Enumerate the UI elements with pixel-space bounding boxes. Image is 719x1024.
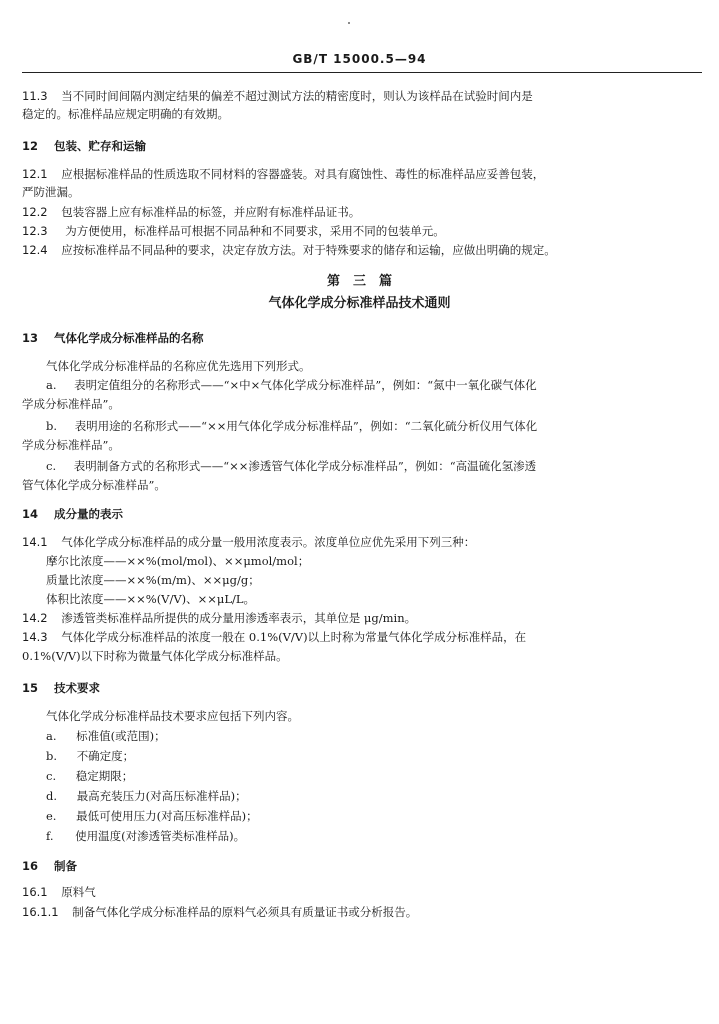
item-label: c. bbox=[46, 459, 57, 473]
item-label: d. bbox=[46, 789, 58, 803]
clause-number: 12.4 bbox=[22, 243, 48, 257]
clause-number: 12.3 bbox=[22, 224, 48, 238]
clause-14-3-line2: 0.1%(V/V)以下时称为微量气体化学成分标准样品。 bbox=[22, 649, 288, 663]
section-13-heading bbox=[22, 330, 204, 346]
clause-text: 气体化学成分标准样品的浓度一般在 0.1%(V/V)以上时称为常量气体化学成分标准样品，在 bbox=[61, 630, 527, 644]
section-13-intro: 气体化学成分标准样品的名称应优先选用下列形式。 bbox=[46, 359, 311, 373]
clause-text: 应根据标准样品的性质选取不同材料的容器盛装。对具有腐蚀性、毒性的标准样品应妥善包装， bbox=[61, 167, 545, 181]
list-item bbox=[46, 828, 245, 844]
unit-molar: 摩尔比浓度——××%(mol/mol)、××μmol/mol； bbox=[46, 554, 310, 568]
item-13-c-line1 bbox=[46, 458, 536, 474]
clause-11-3-line1 bbox=[22, 88, 533, 104]
list-item bbox=[46, 748, 134, 764]
item-label: e. bbox=[46, 809, 57, 823]
item-text: 最高充装压力(对高压标准样品)； bbox=[76, 789, 247, 803]
clause-text: 当不同时间间隔内测定结果的偏差不超过测试方法的精密度时，则认为该样品在试验时间内是 bbox=[61, 89, 533, 103]
clause-12-2 bbox=[22, 204, 360, 220]
clause-14-3-line1 bbox=[22, 629, 526, 645]
clause-12-1-line2: 严防泄漏。 bbox=[22, 185, 80, 199]
clause-14-2 bbox=[22, 610, 416, 626]
clause-12-3 bbox=[22, 223, 445, 239]
clause-text: 渗透管类标准样品所提供的成分量用渗透率表示，其单位是 μg/min。 bbox=[61, 611, 417, 625]
section-number: 15 bbox=[22, 681, 39, 695]
clause-number: 12.1 bbox=[22, 167, 48, 181]
item-label: b. bbox=[46, 419, 58, 433]
clause-text: 气体化学成分标准样品的成分量一般用浓度表示。浓度单位应优先采用下列三种： bbox=[61, 535, 476, 549]
section-15-heading bbox=[22, 680, 100, 696]
clause-16-1-1 bbox=[22, 904, 417, 920]
section-12-heading bbox=[22, 138, 146, 154]
list-item bbox=[46, 728, 166, 744]
clause-number: 14.2 bbox=[22, 611, 48, 625]
section-number: 14 bbox=[22, 507, 39, 521]
clause-text: 制备气体化学成分标准样品的原料气必须具有质量证书或分析报告。 bbox=[72, 905, 418, 919]
item-text: 最低可使用压力(对高压标准样品)； bbox=[76, 809, 258, 823]
clause-text: 原料气 bbox=[61, 885, 96, 899]
item-label: b. bbox=[46, 749, 58, 763]
item-text: 不确定度； bbox=[76, 749, 135, 763]
section-title: 气体化学成分标准样品的名称 bbox=[54, 331, 204, 345]
part-subtitle: 气体化学成分标准样品技术通则 bbox=[268, 296, 451, 311]
section-number: 13 bbox=[22, 331, 39, 345]
item-label: c. bbox=[46, 769, 57, 783]
part-title: 第 三 篇 bbox=[326, 274, 392, 289]
item-label: f. bbox=[46, 829, 54, 843]
clause-12-1-line1 bbox=[22, 166, 544, 182]
item-label: a. bbox=[46, 729, 57, 743]
unit-volume: 体积比浓度——××%(V/V)、××μL/L。 bbox=[46, 592, 256, 606]
clause-number: 14.3 bbox=[22, 630, 48, 644]
section-15-intro: 气体化学成分标准样品技术要求应包括下列内容。 bbox=[46, 709, 299, 723]
section-title: 制备 bbox=[54, 859, 78, 873]
list-item bbox=[46, 808, 258, 824]
item-text: 稳定期限； bbox=[75, 769, 134, 783]
scan-speck bbox=[348, 22, 350, 24]
item-13-c-line2: 管气体化学成分标准样品”。 bbox=[22, 478, 166, 492]
unit-mass: 质量比浓度——××%(m/m)、××μg/g； bbox=[46, 573, 260, 587]
section-14-heading bbox=[22, 506, 123, 522]
clause-number: 11.3 bbox=[22, 89, 48, 103]
page-header: GB/T 15000.5—94 bbox=[292, 52, 427, 66]
item-13-b-line1 bbox=[46, 418, 537, 434]
item-13-a-line2: 学成分标准样品”。 bbox=[22, 397, 120, 411]
clause-11-3-line2: 稳定的。标准样品应规定明确的有效期。 bbox=[22, 107, 229, 121]
section-number: 16 bbox=[22, 859, 39, 873]
clause-14-1 bbox=[22, 534, 475, 550]
clause-number: 16.1.1 bbox=[22, 905, 59, 919]
item-text: 表明制备方式的名称形式——“××渗透管气体化学成分标准样品”，例如：“高温硫化氢渗透 bbox=[73, 459, 537, 473]
clause-12-4 bbox=[22, 242, 556, 258]
list-item bbox=[46, 788, 247, 804]
item-text: 标准值(或范围)； bbox=[76, 729, 166, 743]
clause-text: 应按标准样品不同品种的要求，决定存放方法。对于特殊要求的储存和运输，应做出明确的规定。 bbox=[61, 243, 556, 257]
section-title: 包装、贮存和运输 bbox=[54, 139, 147, 153]
list-item bbox=[46, 768, 133, 784]
section-title: 成分量的表示 bbox=[54, 507, 124, 521]
item-13-b-line2: 学成分标准样品”。 bbox=[22, 438, 120, 452]
section-title: 技术要求 bbox=[54, 681, 101, 695]
clause-number: 14.1 bbox=[22, 535, 48, 549]
clause-16-1 bbox=[22, 884, 96, 900]
item-text: 使用温度(对渗透管类标准样品)。 bbox=[75, 829, 246, 843]
header-rule bbox=[22, 72, 702, 73]
item-13-a-line1 bbox=[46, 377, 537, 393]
clause-text: 包装容器上应有标准样品的标签，并应附有标准样品证书。 bbox=[61, 205, 361, 219]
section-number: 12 bbox=[22, 139, 39, 153]
clause-text: 为方便使用，标准样品可根据不同品种和不同要求，采用不同的包装单元。 bbox=[65, 224, 445, 238]
item-text: 表明定值组分的名称形式——“×中×气体化学成分标准样品”，例如：“氮中一氧化碳气体化 bbox=[74, 378, 537, 392]
item-text: 表明用途的名称形式——“××用气体化学成分标准样品”，例如：“二氧化硫分析仪用气体化 bbox=[74, 419, 538, 433]
clause-number: 16.1 bbox=[22, 885, 48, 899]
item-label: a. bbox=[46, 378, 57, 392]
clause-number: 12.2 bbox=[22, 205, 48, 219]
section-16-heading bbox=[22, 858, 77, 874]
